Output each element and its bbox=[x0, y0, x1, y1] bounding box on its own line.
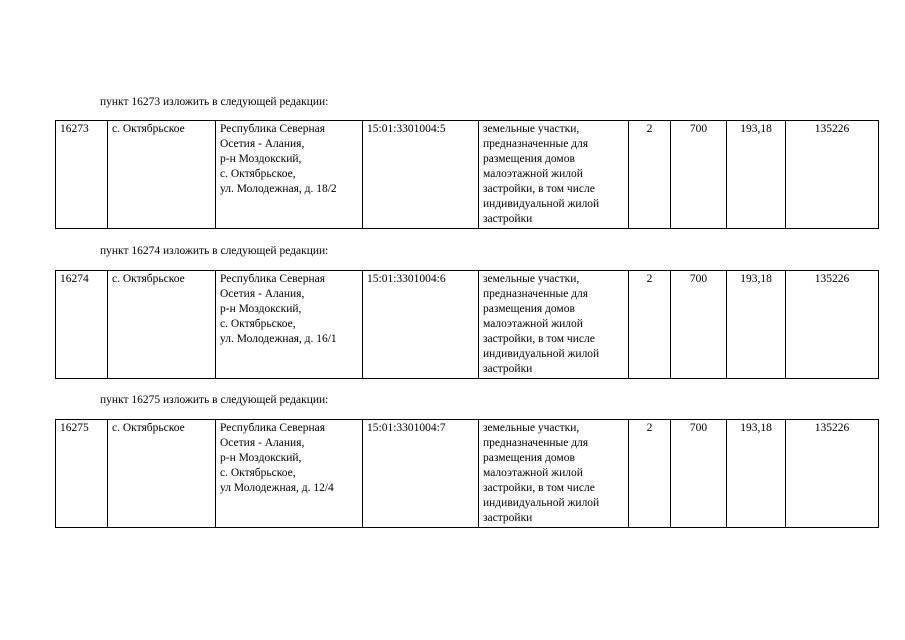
entry-table bbox=[55, 270, 879, 379]
cell-settlement: с. Октябрьское bbox=[108, 121, 216, 229]
purpose-line: предназначенные для bbox=[483, 288, 589, 300]
entry-table bbox=[55, 419, 879, 528]
cell-address bbox=[216, 271, 363, 379]
purpose-line: земельные участки, bbox=[483, 123, 580, 135]
cell-purpose bbox=[479, 420, 629, 528]
cell-purpose bbox=[479, 271, 629, 379]
cell-area: 700 bbox=[671, 420, 727, 528]
purpose-line: размещения домов bbox=[483, 153, 575, 165]
cell-area: 700 bbox=[671, 121, 727, 229]
purpose-line: индивидуальной жилой bbox=[483, 348, 600, 360]
cell-rate: 193,18 bbox=[727, 420, 786, 528]
cell-cadastral: 15:01:3301004:5 bbox=[363, 121, 479, 229]
address-line: с. Октябрьское, bbox=[220, 467, 296, 479]
purpose-line: застройки bbox=[483, 512, 533, 524]
entry-table bbox=[55, 120, 879, 229]
purpose-line: застройки bbox=[483, 213, 533, 225]
purpose-line: застройки, в том числе bbox=[483, 482, 595, 494]
cell-settlement: с. Октябрьское bbox=[108, 420, 216, 528]
address-line: Республика Северная bbox=[220, 273, 326, 285]
cell-number: 16273 bbox=[56, 121, 108, 229]
cell-rate: 193,18 bbox=[727, 121, 786, 229]
address-line: ул. Молодежная, д. 16/1 bbox=[220, 333, 337, 345]
address-line: с. Октябрьское, bbox=[220, 318, 296, 330]
address-line: Осетия - Алания, bbox=[220, 437, 305, 449]
address-line: с. Октябрьское, bbox=[220, 168, 296, 180]
address-line: Осетия - Алания, bbox=[220, 288, 305, 300]
cell-value: 135226 bbox=[786, 271, 879, 379]
cell-area: 700 bbox=[671, 271, 727, 379]
cell-cadastral: 15:01:3301004:7 bbox=[363, 420, 479, 528]
cell-zone: 2 bbox=[629, 121, 671, 229]
purpose-line: застройки bbox=[483, 363, 533, 375]
purpose-line: малоэтажной жилой bbox=[483, 467, 583, 479]
purpose-line: застройки, в том числе bbox=[483, 333, 595, 345]
table-row bbox=[56, 271, 879, 379]
address-line: Республика Северная bbox=[220, 123, 326, 135]
cell-value: 135226 bbox=[786, 420, 879, 528]
address-line: Республика Северная bbox=[220, 422, 326, 434]
purpose-line: малоэтажной жилой bbox=[483, 168, 583, 180]
cell-cadastral: 15:01:3301004:6 bbox=[363, 271, 479, 379]
cell-number: 16275 bbox=[56, 420, 108, 528]
table-row bbox=[56, 420, 879, 528]
cell-zone: 2 bbox=[629, 420, 671, 528]
address-line: ул Молодежная, д. 12/4 bbox=[220, 482, 334, 494]
cell-address bbox=[216, 121, 363, 229]
address-line: р-н Моздокский, bbox=[220, 452, 302, 464]
address-line: р-н Моздокский, bbox=[220, 153, 302, 165]
purpose-line: застройки, в том числе bbox=[483, 183, 595, 195]
address-line: ул. Молодежная, д. 18/2 bbox=[220, 183, 337, 195]
purpose-line: размещения домов bbox=[483, 303, 575, 315]
purpose-line: размещения домов bbox=[483, 452, 575, 464]
purpose-line: земельные участки, bbox=[483, 273, 580, 285]
amendment-intro: пункт 16275 изложить в следующей редакции: bbox=[100, 394, 329, 406]
table-row bbox=[56, 121, 879, 229]
cell-address bbox=[216, 420, 363, 528]
cell-purpose bbox=[479, 121, 629, 229]
cell-zone: 2 bbox=[629, 271, 671, 379]
amendment-intro: пункт 16274 изложить в следующей редакции: bbox=[100, 245, 329, 257]
purpose-line: земельные участки, bbox=[483, 422, 580, 434]
amendment-intro: пункт 16273 изложить в следующей редакции: bbox=[100, 96, 329, 108]
purpose-line: индивидуальной жилой bbox=[483, 198, 600, 210]
address-line: р-н Моздокский, bbox=[220, 303, 302, 315]
purpose-line: индивидуальной жилой bbox=[483, 497, 600, 509]
cell-number: 16274 bbox=[56, 271, 108, 379]
cell-value: 135226 bbox=[786, 121, 879, 229]
cell-rate: 193,18 bbox=[727, 271, 786, 379]
purpose-line: предназначенные для bbox=[483, 138, 589, 150]
purpose-line: предназначенные для bbox=[483, 437, 589, 449]
purpose-line: малоэтажной жилой bbox=[483, 318, 583, 330]
address-line: Осетия - Алания, bbox=[220, 138, 305, 150]
cell-settlement: с. Октябрьское bbox=[108, 271, 216, 379]
